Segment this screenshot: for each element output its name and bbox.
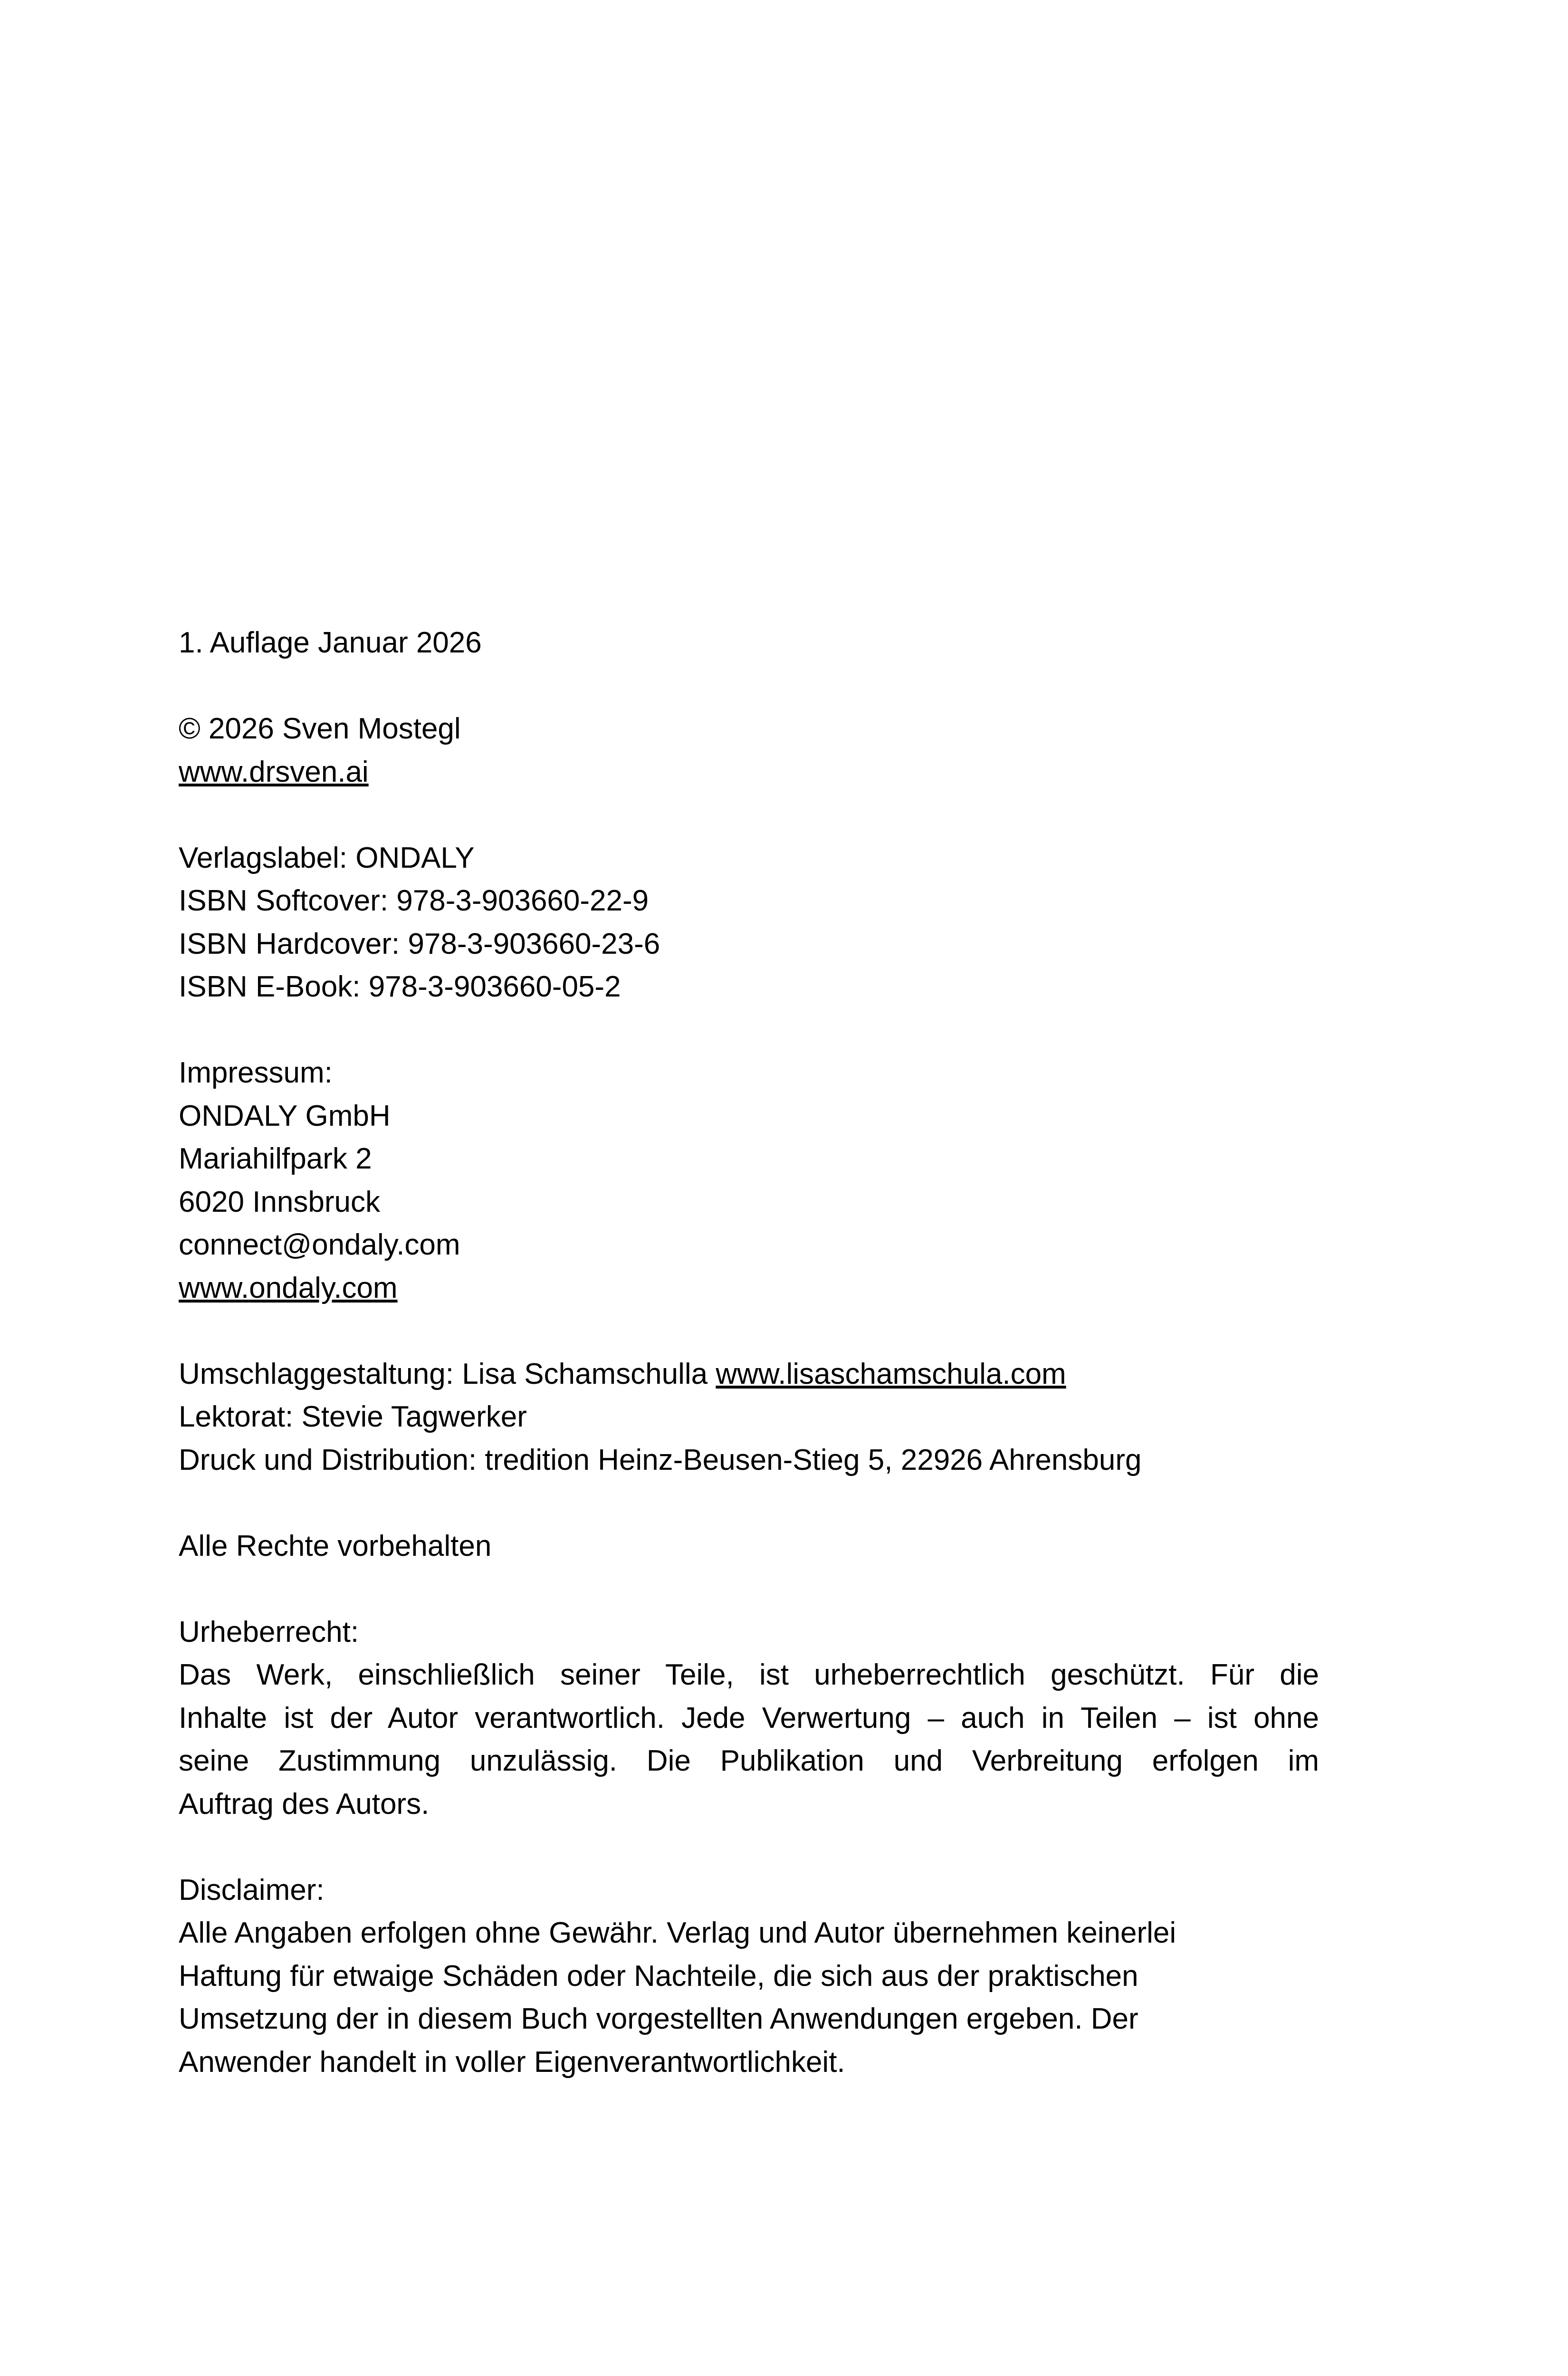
urheberrecht-line: seine Zustimmung unzulässig. Die Publikation und Verbreitung erfolgen im [179,1744,1319,1777]
printing-credit: Druck und Distribution: tredition Heinz-Beusen-Stieg 5, 22926 Ahrensburg [179,1443,1142,1476]
disclaimer-line: Haftung für etwaige Schäden oder Nachteile, die sich aus der praktischen [179,1959,1138,1993]
cover-designer-link[interactable]: www.lisaschamschula.com [716,1357,1066,1390]
editing-credit: Lektorat: Stevie Tagwerker [179,1400,527,1433]
isbn-ebook: ISBN E-Book: 978-3-903660-05-2 [179,970,621,1003]
spacer [179,1009,1319,1052]
cover-design-credit [179,1353,1319,1396]
rights-reserved: Alle Rechte vorbehalten [179,1529,492,1562]
urheberrecht-line: Inhalte ist der Autor verantwortlich. Jede Verwertung – auch in Teilen – ist ohne [179,1701,1319,1734]
cover-design-label: Umschlaggestaltung: Lisa Schamschulla [179,1357,708,1390]
spacer [179,1568,1319,1611]
disclaimer-heading: Disclaimer: [179,1873,325,1907]
impressum-street: Mariahilfpark 2 [179,1142,372,1175]
edition-text: 1. Auflage Januar 2026 [179,626,482,659]
isbn-hardcover: ISBN Hardcover: 978-3-903660-23-6 [179,927,660,960]
isbn-softcover: ISBN Softcover: 978-3-903660-22-9 [179,884,649,917]
spacer [179,1310,1319,1353]
impressum-city: 6020 Innsbruck [179,1185,380,1218]
impressum-company: ONDALY GmbH [179,1099,391,1132]
urheberrecht-line: Das Werk, einschließlich seiner Teile, ist urheberrechtlich geschützt. Für die [179,1658,1319,1691]
publisher-website-link[interactable]: www.ondaly.com [179,1271,398,1304]
urheberrecht-line: Auftrag des Autors. [179,1787,430,1820]
spacer [179,665,1319,708]
impressum-heading: Impressum: [179,1056,333,1089]
publisher-label: Verlagslabel: ONDALY [179,841,475,874]
spacer [179,794,1319,837]
author-website-link[interactable]: www.drsven.ai [179,755,369,788]
disclaimer-line: Umsetzung der in diesem Buch vorgestellten Anwendungen ergeben. Der [179,2002,1138,2035]
disclaimer-line: Alle Angaben erfolgen ohne Gewähr. Verlag und Autor übernehmen keinerlei [179,1916,1176,1949]
spacer [179,1482,1319,1525]
impressum-email: connect@ondaly.com [179,1228,460,1261]
copyright-text: © 2026 Sven Mostegl [179,712,461,745]
spacer [179,1826,1319,1869]
disclaimer-line: Anwender handelt in voller Eigenverantwortlichkeit. [179,2045,845,2079]
urheberrecht-heading: Urheberrecht: [179,1615,359,1648]
imprint-content [179,622,1319,2084]
